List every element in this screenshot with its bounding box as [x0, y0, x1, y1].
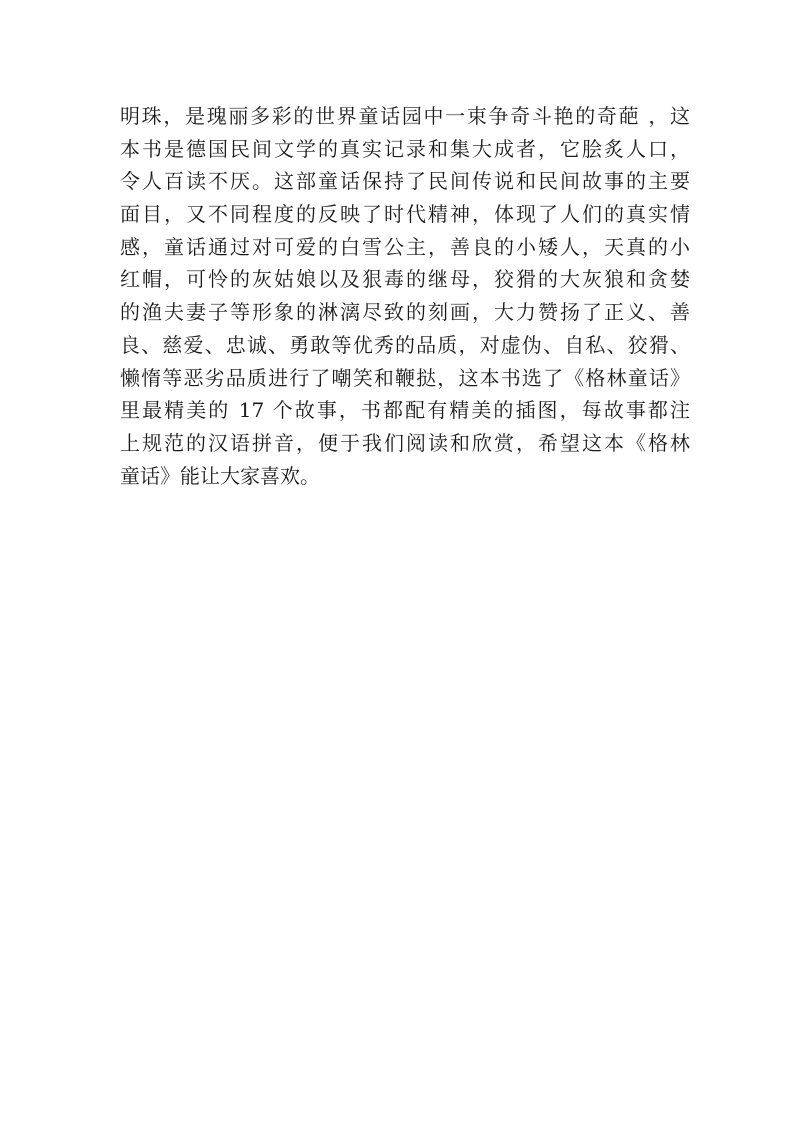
- paragraph-line: 里最精美的 17 个故事，书都配有精美的插图，每故事都注: [120, 398, 690, 423]
- paragraph-line: 懒惰等恶劣品质进行了嘲笑和鞭挞，这本书选了《格林童话》: [120, 365, 690, 390]
- paragraph-line: 感，童话通过对可爱的白雪公主，善良的小矮人，天真的小: [120, 234, 690, 259]
- body-paragraph: [120, 100, 690, 492]
- paragraph-line: 明珠，是瑰丽多彩的世界童话园中一束争奇斗艳的奇葩 ，这: [120, 104, 690, 128]
- paragraph-line: 面目，又不同程度的反映了时代精神，体现了人们的真实情: [120, 202, 690, 227]
- paragraph-line: 的渔夫妻子等形象的淋漓尽致的刻画，大力赞扬了正义、善: [120, 300, 690, 325]
- paragraph-line: 令人百读不厌。这部童话保持了民间传说和民间故事的主要: [120, 169, 690, 194]
- paragraph-line: 良、慈爱、忠诚、勇敢等优秀的品质，对虚伪、自私、狡猾、: [120, 332, 690, 357]
- paragraph-line: 上规范的汉语拼音，便于我们阅读和欣赏，希望这本《格林: [120, 430, 690, 455]
- paragraph-line: 红帽，可怜的灰姑娘以及狠毒的继母，狡猾的大灰狼和贪婪: [120, 267, 690, 292]
- paragraph-line: 本书是德国民间文学的真实记录和集大成者，它脍炙人口，: [120, 136, 690, 161]
- paragraph-line: 童话》能让大家喜欢。: [120, 463, 320, 488]
